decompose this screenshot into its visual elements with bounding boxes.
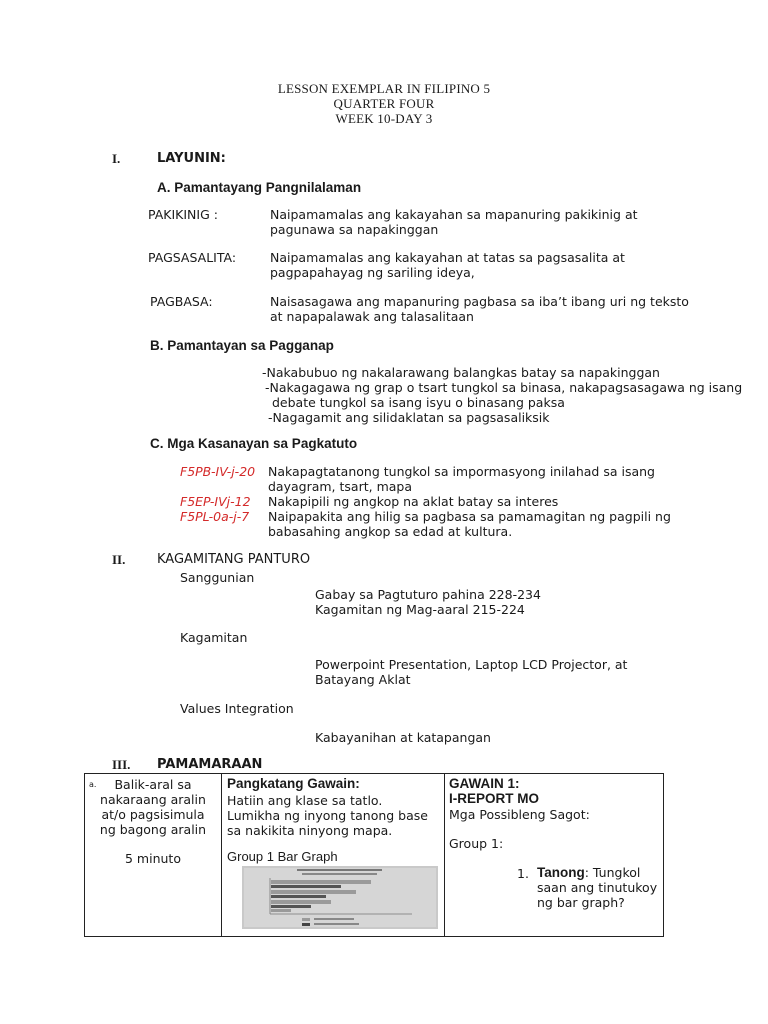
partA-text: pagunawa sa napakinggan bbox=[270, 222, 439, 237]
doc-title-line1: LESSON EXEMPLAR IN FILIPINO 5 bbox=[277, 81, 491, 96]
partC-text: babasahing angkop sa edad at kultura. bbox=[268, 524, 513, 539]
partB-item: -Nakabubuo ng nakalarawang balangkas batay sa napakinggan bbox=[262, 365, 660, 380]
partA-text: Naipamamalas ang kakayahan sa mapanuring pakikinig at bbox=[270, 207, 638, 222]
partC-code: F5PL-0a-j-7 bbox=[180, 509, 250, 524]
col2-title: Pangkatang Gawain: bbox=[227, 776, 360, 791]
procedure-cell-3 bbox=[445, 774, 664, 937]
section1-numeral: I. bbox=[112, 151, 121, 166]
graph-label: Group 1 Bar Graph bbox=[227, 849, 338, 864]
bar-graph-photo bbox=[242, 866, 438, 929]
col2-line: Hatiin ang klase sa tatlo. bbox=[227, 793, 383, 808]
col3-group: Group 1: bbox=[449, 836, 504, 851]
col3-subtitle: Mga Possibleng Sagot: bbox=[449, 807, 590, 822]
values-label: Values Integration bbox=[180, 701, 294, 716]
col1-line: nakaraang aralin bbox=[100, 792, 206, 807]
doc-title-line2: QUARTER FOUR bbox=[333, 96, 435, 111]
partC-text: Nakapipili ng angkop na aklat batay sa interes bbox=[268, 494, 559, 509]
col3-item-rest: : Tungkol bbox=[584, 865, 641, 880]
partC-title: C. Mga Kasanayan sa Pagkatuto bbox=[150, 436, 358, 451]
procedure-cell-1 bbox=[85, 774, 222, 937]
col1-line: at/o pagsisimula bbox=[101, 807, 205, 822]
col3-item-bold: Tanong bbox=[537, 865, 585, 880]
section3-title: PAMAMARAAN bbox=[157, 757, 263, 772]
col3-item-line: ng bar graph? bbox=[537, 895, 625, 910]
kagamitan-item: Powerpoint Presentation, Laptop LCD Projector, at bbox=[315, 657, 628, 672]
col3-title2: I-REPORT MO bbox=[449, 791, 539, 806]
procedure-cell-2 bbox=[222, 774, 445, 937]
col3-item-number: 1. bbox=[517, 866, 529, 881]
partA-text: Naipamamalas ang kakayahan at tatas sa pagsasalita at bbox=[270, 250, 625, 265]
kagamitan-item: Batayang Aklat bbox=[315, 672, 411, 687]
partC-code: F5EP-IVj-12 bbox=[180, 494, 251, 509]
col1-line: ng bagong aralin bbox=[99, 822, 207, 837]
col1-line: Balik-aral sa bbox=[114, 777, 192, 792]
partB-title: B. Pamantayan sa Pagganap bbox=[150, 338, 334, 353]
sanggunian-item: Gabay sa Pagtuturo pahina 228-234 bbox=[315, 587, 541, 602]
partA-text: pagpapahayag ng sariling ideya, bbox=[270, 265, 475, 280]
col3-title1: GAWAIN 1: bbox=[449, 776, 520, 791]
section3-numeral: III. bbox=[112, 757, 131, 772]
doc-title-line3: WEEK 10-DAY 3 bbox=[335, 111, 433, 126]
values-item: Kabayanihan at katapangan bbox=[315, 730, 491, 745]
procedure-table bbox=[84, 773, 664, 937]
partA-label-pagsasalita: PAGSASALITA: bbox=[148, 250, 237, 265]
section2-title: KAGAMITANG PANTURO bbox=[157, 552, 311, 567]
partB-item: -Nakagagawa ng grap o tsart tungkol sa binasa, nakapagsasagawa ng isang bbox=[265, 380, 743, 395]
col3-item bbox=[537, 865, 640, 880]
col2-line: sa nakikita ninyong mapa. bbox=[227, 823, 393, 838]
sanggunian-item: Kagamitan ng Mag-aaral 215-224 bbox=[315, 602, 525, 617]
sanggunian-label: Sanggunian bbox=[180, 570, 255, 585]
col2-line: Lumikha ng inyong tanong base bbox=[227, 808, 428, 823]
section2-numeral: II. bbox=[112, 552, 126, 567]
kagamitan-label: Kagamitan bbox=[180, 630, 248, 645]
partA-text: Naisasagawa ang mapanuring pagbasa sa iba’t ibang uri ng teksto bbox=[270, 294, 689, 309]
item-marker: a. bbox=[89, 780, 97, 789]
partA-label-pagbasa: PAGBASA: bbox=[150, 294, 213, 309]
partA-title: A. Pamantayang Pangnilalaman bbox=[157, 180, 362, 195]
col1-time: 5 minuto bbox=[125, 851, 181, 866]
partA-text: at napapalawak ang talasalitaan bbox=[270, 309, 474, 324]
partC-text: Nakapagtatanong tungkol sa impormasyong inilahad sa isang bbox=[268, 464, 655, 479]
col3-item-line: saan ang tinutukoy bbox=[537, 880, 658, 895]
partC-text: Naipapakita ang hilig sa pagbasa sa pamamagitan ng pagpili ng bbox=[268, 509, 671, 524]
partB-item: debate tungkol sa isang isyu o binasang paksa bbox=[272, 395, 565, 410]
partC-text: dayagram, tsart, mapa bbox=[268, 479, 413, 494]
partA-label-pakikinig: PAKIKINIG : bbox=[148, 207, 218, 222]
section1-title: LAYUNIN: bbox=[157, 151, 226, 166]
partB-item: -Nagagamit ang silidaklatan sa pagsasaliksik bbox=[268, 410, 550, 425]
partC-code: F5PB-IV-j-20 bbox=[180, 464, 256, 479]
